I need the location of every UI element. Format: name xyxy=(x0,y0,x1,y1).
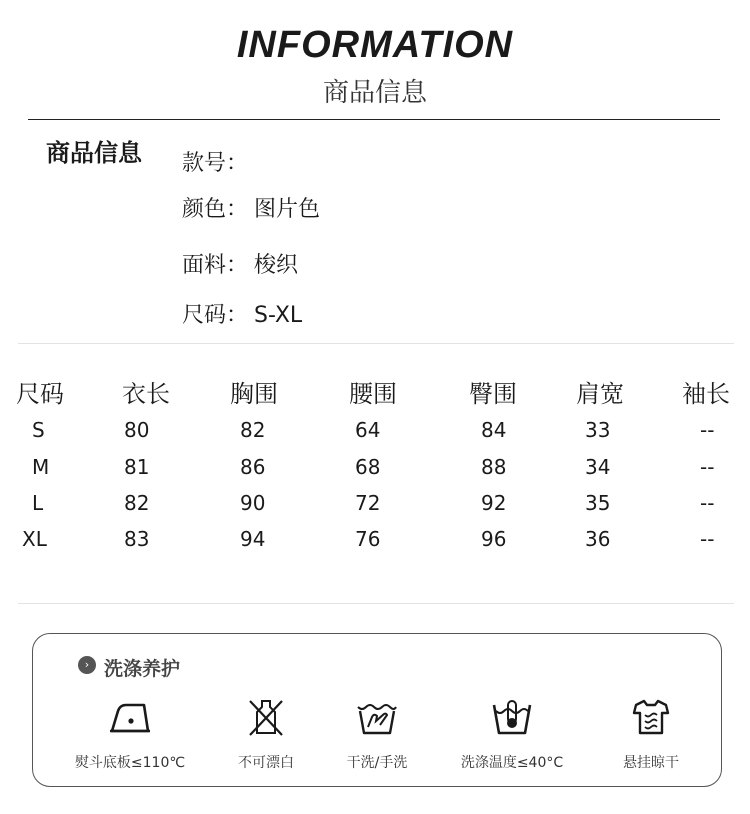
wash-temp-icon xyxy=(490,697,534,737)
table-cell: 36 xyxy=(585,527,611,551)
table-cell: M xyxy=(32,455,50,479)
hang-dry-icon xyxy=(630,697,672,737)
title-english: INFORMATION xyxy=(236,24,514,66)
table-cell: 82 xyxy=(124,491,150,515)
table-cell: -- xyxy=(700,455,715,479)
chevron-right-icon: › xyxy=(84,658,90,671)
info-value: S-XL xyxy=(254,303,303,328)
care-label-iron: 熨斗底板≤110℃ xyxy=(74,755,186,771)
table-cell: 81 xyxy=(124,455,150,479)
care-title: 洗涤养护 xyxy=(104,658,181,680)
table-cell: L xyxy=(32,491,44,515)
iron-low-icon xyxy=(106,697,154,737)
table-cell: 86 xyxy=(240,455,266,479)
info-label: 尺码： xyxy=(182,303,249,328)
table-cell: 64 xyxy=(355,418,381,442)
table-cell: 90 xyxy=(240,491,266,515)
info-value: 梭织 xyxy=(254,253,299,278)
table-cell: 68 xyxy=(355,455,381,479)
table-header-sleeve: 袖长 xyxy=(682,380,730,408)
table-cell: 92 xyxy=(481,491,507,515)
info-heading: 商品信息 xyxy=(46,139,142,167)
info-label: 面料： xyxy=(182,253,249,278)
table-header-shoulder: 肩宽 xyxy=(576,380,624,408)
care-label-wash-temp: 洗涤温度≤40°C xyxy=(460,755,564,771)
table-cell: 34 xyxy=(585,455,611,479)
table-cell: XL xyxy=(22,527,47,551)
table-cell: -- xyxy=(700,527,715,551)
table-cell: S xyxy=(32,418,45,442)
divider-middle xyxy=(18,343,734,344)
table-cell: 35 xyxy=(585,491,611,515)
divider-top xyxy=(28,119,720,120)
care-label-hand-wash: 干洗/手洗 xyxy=(346,755,408,771)
info-value: 图片色 xyxy=(254,197,321,222)
table-cell: 84 xyxy=(481,418,507,442)
table-cell: 33 xyxy=(585,418,611,442)
table-cell: 96 xyxy=(481,527,507,551)
info-row-fabric xyxy=(182,248,298,279)
care-label-no-bleach: 不可漂白 xyxy=(238,755,294,771)
info-row-color xyxy=(182,192,320,223)
table-cell: -- xyxy=(700,418,715,442)
info-row-style-no xyxy=(182,146,254,177)
title-chinese: 商品信息 xyxy=(322,78,427,108)
table-header-chest: 胸围 xyxy=(230,380,278,408)
table-cell: 72 xyxy=(355,491,381,515)
care-label-hang-dry: 悬挂晾干 xyxy=(623,755,679,771)
hand-wash-icon xyxy=(354,697,400,737)
table-cell: 83 xyxy=(124,527,150,551)
table-header-waist: 腰围 xyxy=(349,380,397,408)
table-header-size: 尺码 xyxy=(16,380,64,408)
info-label: 款号： xyxy=(182,151,249,176)
table-cell: 80 xyxy=(124,418,150,442)
table-cell: 76 xyxy=(355,527,381,551)
table-cell: 82 xyxy=(240,418,266,442)
info-label: 颜色： xyxy=(182,197,249,222)
table-header-length: 衣长 xyxy=(122,380,170,408)
no-bleach-icon xyxy=(246,697,286,737)
divider-bottom xyxy=(18,603,734,604)
info-row-size xyxy=(182,298,302,329)
table-cell: 88 xyxy=(481,455,507,479)
table-cell: 94 xyxy=(240,527,266,551)
table-header-hip: 臀围 xyxy=(469,380,517,408)
table-cell: -- xyxy=(700,491,715,515)
